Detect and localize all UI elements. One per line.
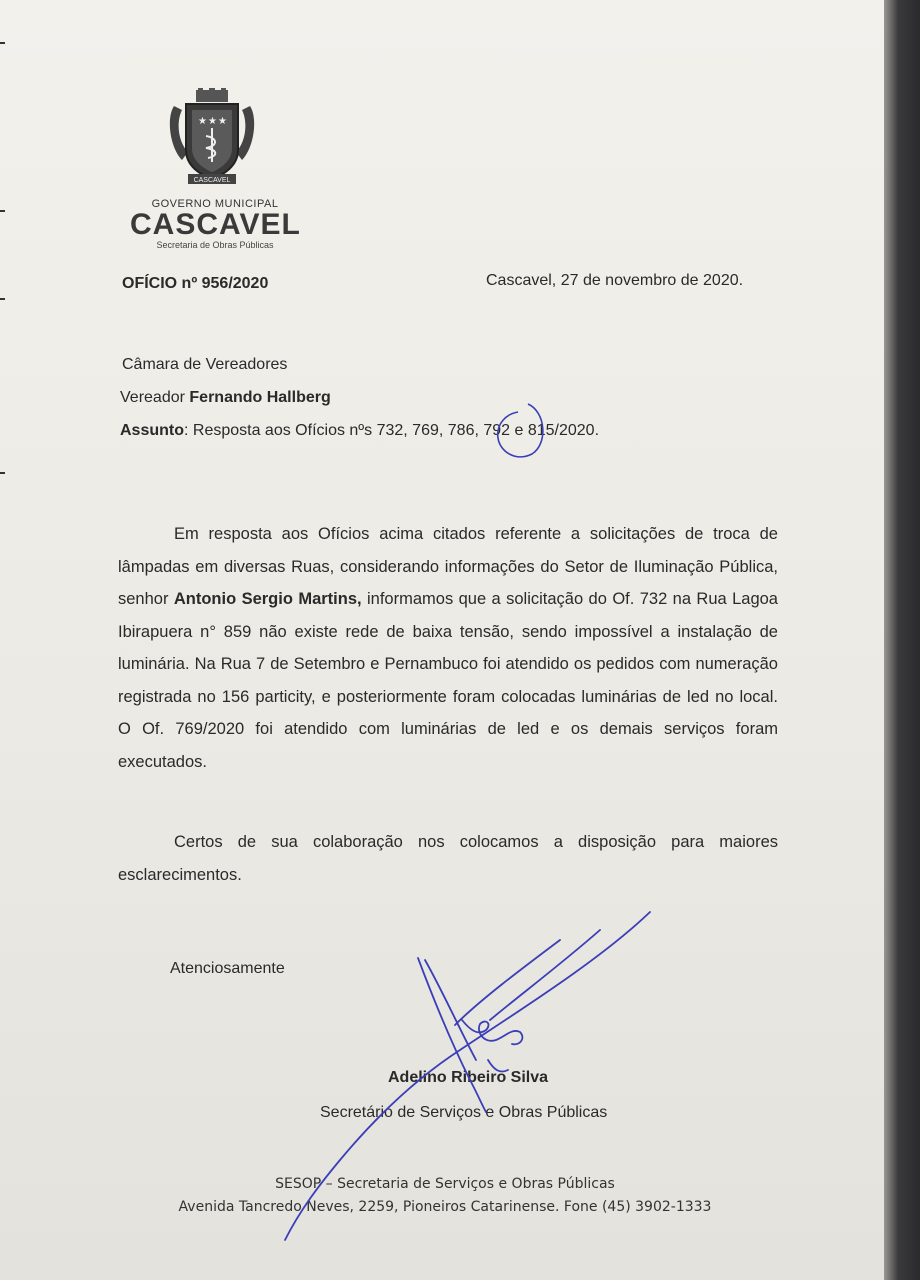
table-background [884, 0, 920, 1280]
government-label: GOVERNO MUNICIPAL [151, 198, 279, 210]
footer-line-1: SESOP – Secretaria de Serviços e Obras Públicas [275, 1176, 615, 1192]
recipient-body: Câmara de Vereadores [122, 356, 288, 373]
subject-label: Assunto [120, 422, 184, 439]
signer-name: Adelino Ribeiro Silva [388, 1069, 549, 1086]
letter-date: Cascavel, 27 de novembro de 2020. [486, 272, 744, 289]
department-name: Secretaria de Obras Públicas [156, 240, 274, 250]
svg-text:★: ★ [208, 116, 217, 127]
recipient-title: Vereador [120, 389, 190, 406]
punch-mark [0, 298, 5, 300]
subject-text: : Resposta aos Ofícios nºs 732, 769, 786, 792 e 815/2020. [184, 422, 600, 439]
letterhead-logo [130, 88, 300, 258]
oficio-number: OFÍCIO nº 956/2020 [122, 275, 269, 292]
recipient-name: Fernando Hallberg [189, 389, 331, 406]
coat-of-arms-icon [166, 88, 258, 188]
paragraph-text: Em resposta aos Ofícios acima citados referente a solicitações de troca de lâmpadas em diversas Ruas, considerando informações do Setor de Iluminação Pública, senhor [118, 525, 778, 608]
svg-text:★: ★ [218, 116, 227, 127]
paragraph-text: Certos de sua colaboração nos colocamos a disposição para maiores esclarecimentos. [118, 833, 778, 884]
salutation: Atenciosamente [170, 960, 285, 977]
footer-line-2: Avenida Tancredo Neves, 2259, Pioneiros Catarinense. Fone (45) 3902-1333 [178, 1199, 712, 1215]
recipient-line [120, 389, 331, 407]
punch-mark [0, 210, 5, 212]
signer-role: Secretário de Serviços e Obras Públicas [320, 1104, 608, 1121]
paragraph-text: informamos que a solicitação do Of. 732 na Rua Lagoa Ibirapuera n° 859 não existe rede de baixa tensão, sendo impossível a instalação de luminária. Na Rua 7 de Setembro e Pernambuco foi atendido os pedidos com numeração registrada no 156 particity, e posteriormente foram colocadas luminárias de led no local. O Of. 769/2020 foi atendido com luminárias de led e os demais serviços foram executados. [118, 590, 778, 771]
body-paragraph-2 [118, 826, 778, 891]
svg-text:CASCAVEL: CASCAVEL [193, 177, 231, 184]
subject-line [120, 422, 599, 440]
body-paragraph-1 [118, 518, 778, 778]
punch-mark [0, 472, 5, 474]
city-name: CASCAVEL [130, 208, 301, 241]
svg-text:★: ★ [198, 116, 207, 127]
punch-mark [0, 42, 5, 44]
technician-name: Antonio Sergio Martins, [173, 590, 362, 608]
